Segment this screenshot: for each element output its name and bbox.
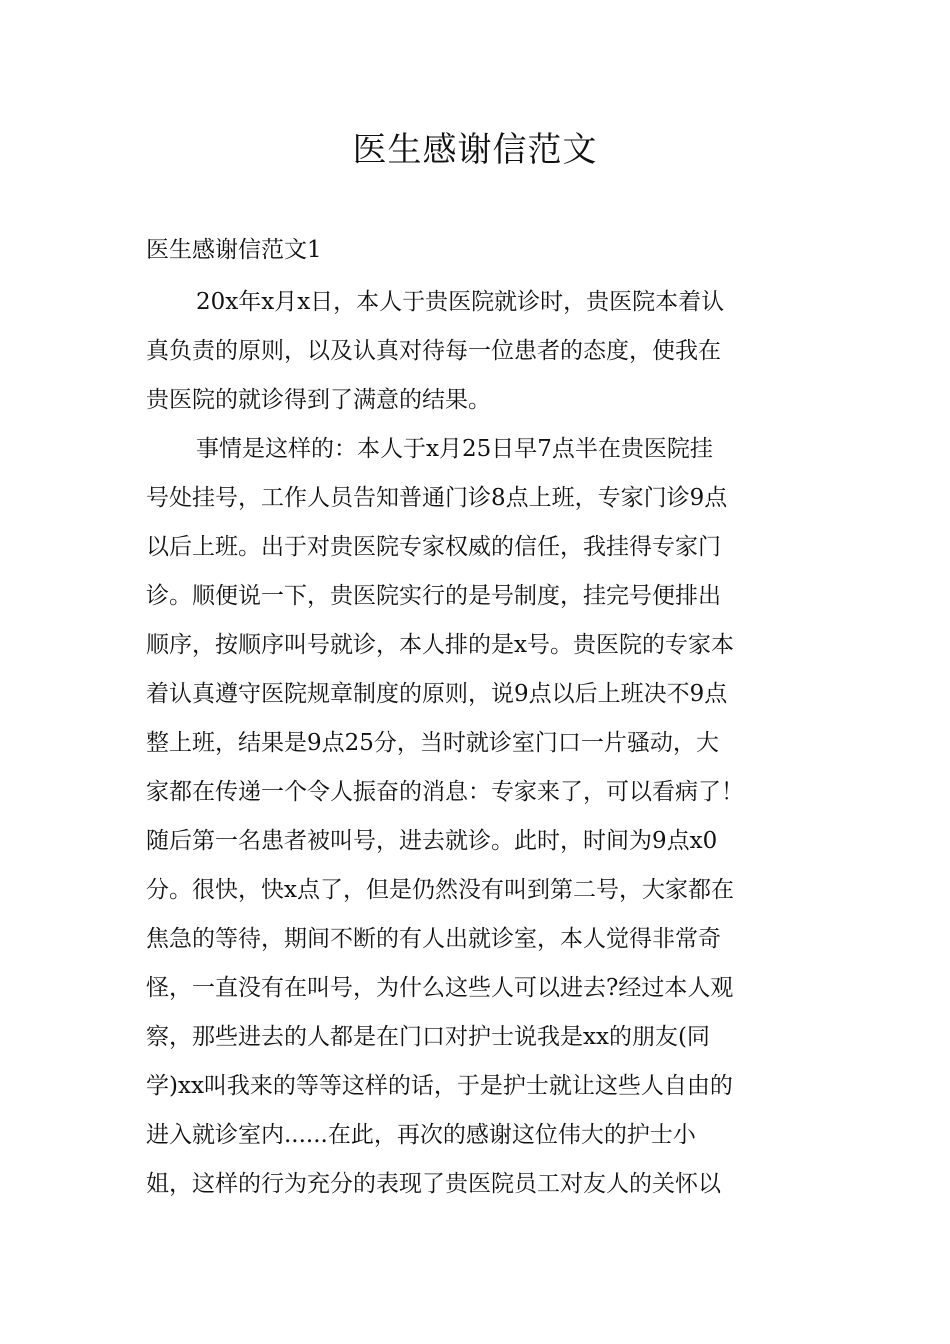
body-line-15: 怪，一直没有在叫号，为什么这些人可以进去?经过本人观 [146,975,734,1001]
body-line-7: 诊。顺便说一下，贵医院实行的是号制度，挂完号便排出 [146,583,721,609]
section-heading: 医生感谢信范文1 [146,237,322,263]
body-line-4: 事情是这样的：本人于x月25日早7点半在贵医院挂 [196,436,713,462]
body-line-16: 察，那些进去的人都是在门口对护士说我是xx的朋友(同 [146,1024,710,1050]
body-line-5: 号处挂号，工作人员告知普通门诊8点上班，专家门诊9点 [146,485,728,511]
body-line-8: 顺序，按顺序叫号就诊，本人排的是x号。贵医院的专家本 [146,632,734,658]
body-line-6: 以后上班。出于对贵医院专家权威的信任，我挂得专家门 [146,534,721,560]
body-line-19: 姐，这样的行为充分的表现了贵医院员工对友人的关怀以 [146,1171,721,1197]
body-line-13: 分。很快，快x点了，但是仍然没有叫到第二号，大家都在 [146,877,734,903]
body-line-14: 焦急的等待，期间不断的有人出就诊室，本人觉得非常奇 [146,926,721,952]
body-line-17: 学)xx叫我来的等等这样的话，于是护士就让这些人自由的 [146,1073,733,1099]
body-line-3: 贵医院的就诊得到了满意的结果。 [146,387,491,413]
body-line-10: 整上班，结果是9点25分，当时就诊室门口一片骚动，大 [146,730,719,756]
body-line-1: 20x年x月x日，本人于贵医院就诊时，贵医院本着认 [196,289,725,315]
body-line-12: 随后第一名患者被叫号，进去就诊。此时，时间为9点x0 [146,828,718,854]
body-line-11: 家都在传递一个令人振奋的消息：专家来了，可以看病了！ [146,779,744,805]
body-line-9: 着认真遵守医院规章制度的原则，说9点以后上班决不9点 [146,681,728,707]
body-line-2: 真负责的原则，以及认真对待每一位患者的态度，使我在 [146,338,721,364]
body-line-18: 进入就诊室内......在此，再次的感谢这位伟大的护士小 [146,1122,696,1148]
document-title: 医生感谢信范文 [352,130,598,170]
